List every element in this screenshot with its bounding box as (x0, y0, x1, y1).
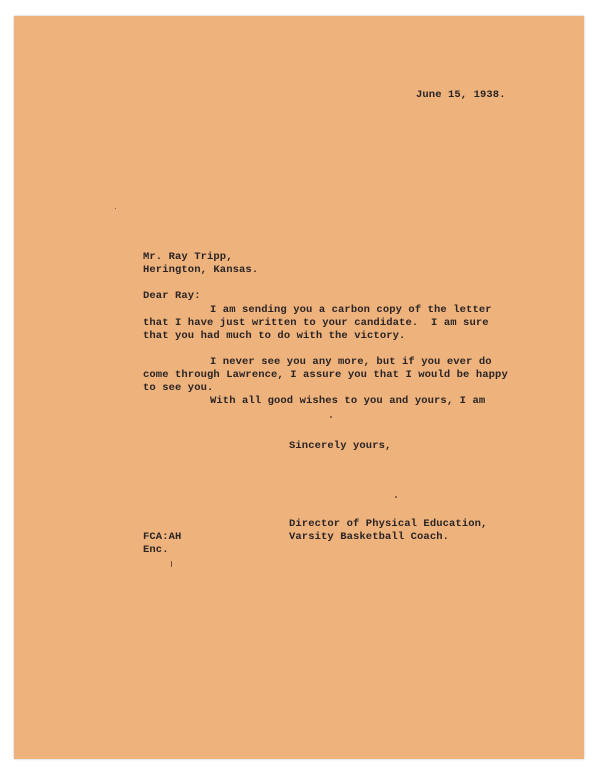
recipient-name: Mr. Ray Tripp, (143, 251, 233, 263)
letter-page (14, 16, 584, 759)
paper-speck (395, 496, 397, 498)
paragraph-1-line-2: that I have just written to your candidate. I am sure (143, 317, 489, 329)
paragraph-2-line-2: come through Lawrence, I assure you that I would be happy (143, 369, 508, 381)
recipient-location: Herington, Kansas. (143, 264, 259, 276)
closing: Sincerely yours, (289, 440, 392, 452)
paragraph-2-line-3: to see you. (143, 382, 214, 394)
signature-title-1: Director of Physical Education, (289, 518, 488, 530)
paragraph-1-line-3: that you had much to do with the victory. (143, 330, 406, 342)
salutation: Dear Ray: (143, 290, 201, 302)
paragraph-2-line-1: I never see you any more, but if you ever do (210, 356, 492, 368)
paper-speck (115, 208, 116, 209)
enclosure-notation: Enc. (143, 544, 169, 556)
paper-speck (171, 561, 172, 567)
reference-initials: FCA:AH (143, 531, 182, 543)
paragraph-1-line-1: I am sending you a carbon copy of the letter (210, 304, 492, 316)
paragraph-3: With all good wishes to you and yours, I am (210, 395, 486, 407)
signature-title-2: Varsity Basketball Coach. (289, 531, 450, 543)
letter-date: June 15, 1938. (416, 89, 506, 101)
paper-speck (330, 416, 332, 418)
